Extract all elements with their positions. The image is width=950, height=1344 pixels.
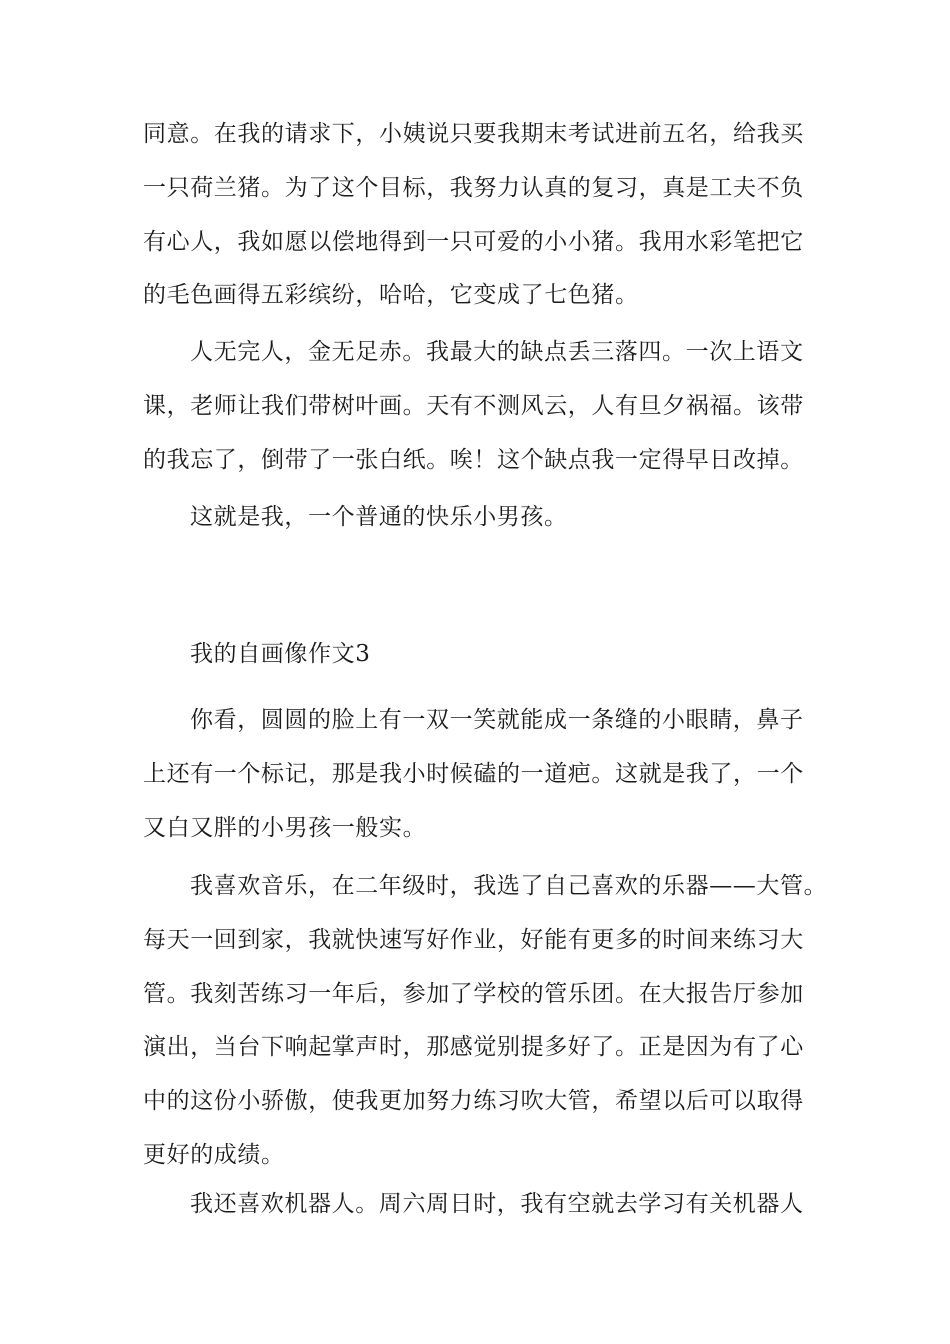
text-line: 上还有一个标记，那是我小时候磕的一道疤。这就是我了，一个 xyxy=(143,760,804,787)
text-line: 同意。在我的请求下，小姨说只要我期末考试进前五名，给我买 xyxy=(143,121,804,147)
paragraph-robots xyxy=(143,1178,811,1232)
text-line: 管。我刻苦练习一年后，参加了学校的管乐团。在大报告厅参加 xyxy=(143,980,804,1007)
text-line: 的我忘了，倒带了一张白纸。唉！这个缺点我一定得早日改掉。 xyxy=(143,446,804,473)
text-line: 人无完人，金无足赤。我最大的缺点丢三落四。一次上语文 xyxy=(190,339,804,365)
text-line: 有心人，我如愿以偿地得到一只可爱的小小猪。我用水彩笔把它 xyxy=(143,228,804,255)
text-line: 我喜欢音乐，在二年级时，我选了自己喜欢的乐器——大管。 xyxy=(190,873,828,899)
text-line: 演出，当台下响起掌声时，那感觉别提多好了。正是因为有了心 xyxy=(143,1034,804,1061)
paragraph-pet-pig xyxy=(143,108,811,323)
text-line: 课，老师让我们带树叶画。天有不测风云，人有旦夕祸福。该带 xyxy=(143,392,804,419)
text-line: 中的这份小骄傲，使我更加努力练习吹大管，希望以后可以取得 xyxy=(143,1088,804,1115)
essay-heading: 我的自画像作文3 xyxy=(190,641,371,667)
paragraph-shortcoming xyxy=(143,326,811,487)
text-line: 的毛色画得五彩缤纷，哈哈，它变成了七色猪。 xyxy=(143,282,639,309)
paragraph-conclusion xyxy=(143,491,811,545)
text-line: 这就是我，一个普通的快乐小男孩。 xyxy=(190,504,568,530)
text-line: 每天一回到家，我就快速写好作业，好能有更多的时间来练习大 xyxy=(143,926,804,953)
text-line: 又白又胖的小男孩一般实。 xyxy=(143,814,427,841)
text-line: 我还喜欢机器人。周六周日时，我有空就去学习有关机器人 xyxy=(190,1191,804,1217)
text-line: 你看，圆圆的脸上有一双一笑就能成一条缝的小眼睛，鼻子 xyxy=(190,707,804,733)
text-line: 一只荷兰猪。为了这个目标，我努力认真的复习，真是工夫不负 xyxy=(143,174,804,201)
paragraph-appearance xyxy=(143,694,811,855)
text-line: 更好的成绩。 xyxy=(143,1141,285,1168)
paragraph-music xyxy=(143,860,828,1183)
